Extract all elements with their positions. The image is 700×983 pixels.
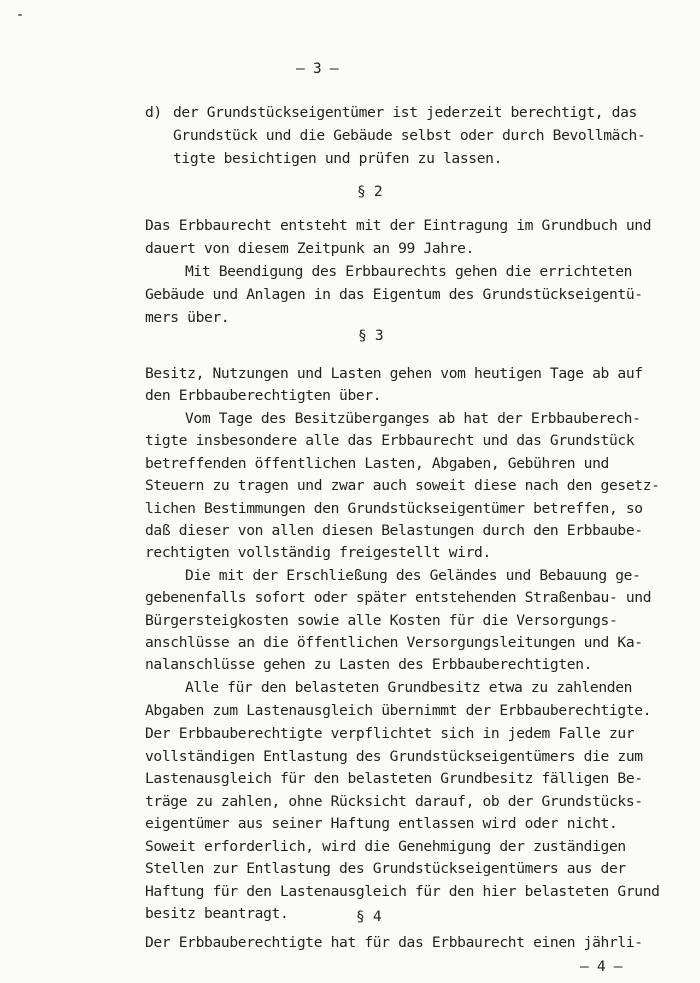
section-line: Bürgersteigkosten sowie alle Kosten für die Versorgungs- xyxy=(145,612,618,629)
section-line: dauert von diesem Zeitpunk an 99 Jahre. xyxy=(145,240,475,257)
section-line: Stellen zur Entlastung des Grundstückseigentümers aus der xyxy=(145,860,626,877)
section-line: eigentümer aus seiner Haftung entlassen wird oder nicht. xyxy=(145,815,618,832)
section-line: Mit Beendigung des Erbbaurechts gehen die errichteten xyxy=(185,263,633,280)
section-line: den Erbbauberechtigten über. xyxy=(145,387,382,404)
section-line: Vom Tage des Besitzüberganges ab hat der Erbbauberech- xyxy=(185,410,641,427)
section-line: mers über. xyxy=(145,309,230,326)
section-line: träge zu zahlen, ohne Rücksicht darauf, ob der Grundstücks- xyxy=(145,793,643,810)
section-line: nalanschlüsse gehen zu Lasten des Erbbauberechtigten. xyxy=(145,656,593,673)
section-line: rechtigten vollständig freigestellt wird. xyxy=(145,544,491,561)
section-line: vollständigen Entlastung des Grundstückseigentümers die zum xyxy=(145,748,643,765)
item-d-line: tigte besichtigen und prüfen zu lassen. xyxy=(173,150,503,167)
section-line: Der Erbbauberechtigte hat für das Erbbaurecht einen jährli- xyxy=(145,934,643,951)
section-line: betreffenden öffentlichen Lasten, Abgaben, Gebühren und xyxy=(145,455,609,472)
section-heading: § 2 xyxy=(357,183,383,200)
section-heading: § 3 xyxy=(358,327,384,344)
section-line: Soweit erforderlich, wird die Genehmigung der zuständigen xyxy=(145,838,626,855)
section-line: Alle für den belasteten Grundbesitz etwa zu zahlenden xyxy=(185,679,633,696)
section-line: Gebäude und Anlagen in das Eigentum des Grundstückseigentü- xyxy=(145,286,643,303)
section-line: besitz beantragt. xyxy=(145,905,289,922)
ink-mark xyxy=(18,14,22,16)
item-d-label: d) xyxy=(145,104,162,121)
section-line: Haftung für den Lastenausgleich für den hier belasteten Grund xyxy=(145,883,660,900)
section-line: Lastenausgleich für den belasteten Grundbesitz fälligen Be- xyxy=(145,770,643,787)
item-d-line: Grundstück und die Gebäude selbst oder durch Bevollmäch- xyxy=(173,127,646,144)
next-page-marker: — 4 — xyxy=(580,958,623,975)
section-line: tigte insbesondere alle das Erbbaurecht und das Grundstück xyxy=(145,432,635,449)
section-line: Die mit der Erschließung des Geländes und Bebauung ge- xyxy=(185,567,641,584)
section-line: lichen Bestimmungen den Grundstückseigentümer betreffen, so xyxy=(145,500,643,517)
section-line: Steuern zu tragen und zwar auch soweit diese nach den gesetz- xyxy=(145,477,660,494)
section-line: anschlüsse an die öffentlichen Versorgungsleitungen und Ka- xyxy=(145,634,643,651)
section-line: Das Erbbaurecht entsteht mit der Eintragung im Grundbuch und xyxy=(145,217,652,234)
section-line: gebenenfalls sofort oder später entstehenden Straßenbau- und xyxy=(145,589,652,606)
section-line: Besitz, Nutzungen und Lasten gehen vom heutigen Tage ab auf xyxy=(145,365,643,382)
section-line: daß dieser von allen diesen Belastungen durch den Erbbaube- xyxy=(145,522,643,539)
section-line: Abgaben zum Lastenausgleich übernimmt der Erbbauberechtigte. xyxy=(145,702,652,719)
item-d-line: der Grundstückseigentümer ist jederzeit berechtigt, das xyxy=(173,104,637,121)
page-number: — 3 — xyxy=(296,60,339,77)
section-line: Der Erbbauberechtigte verpflichtet sich in jedem Falle zur xyxy=(145,725,635,742)
section-heading: § 4 xyxy=(356,908,382,925)
